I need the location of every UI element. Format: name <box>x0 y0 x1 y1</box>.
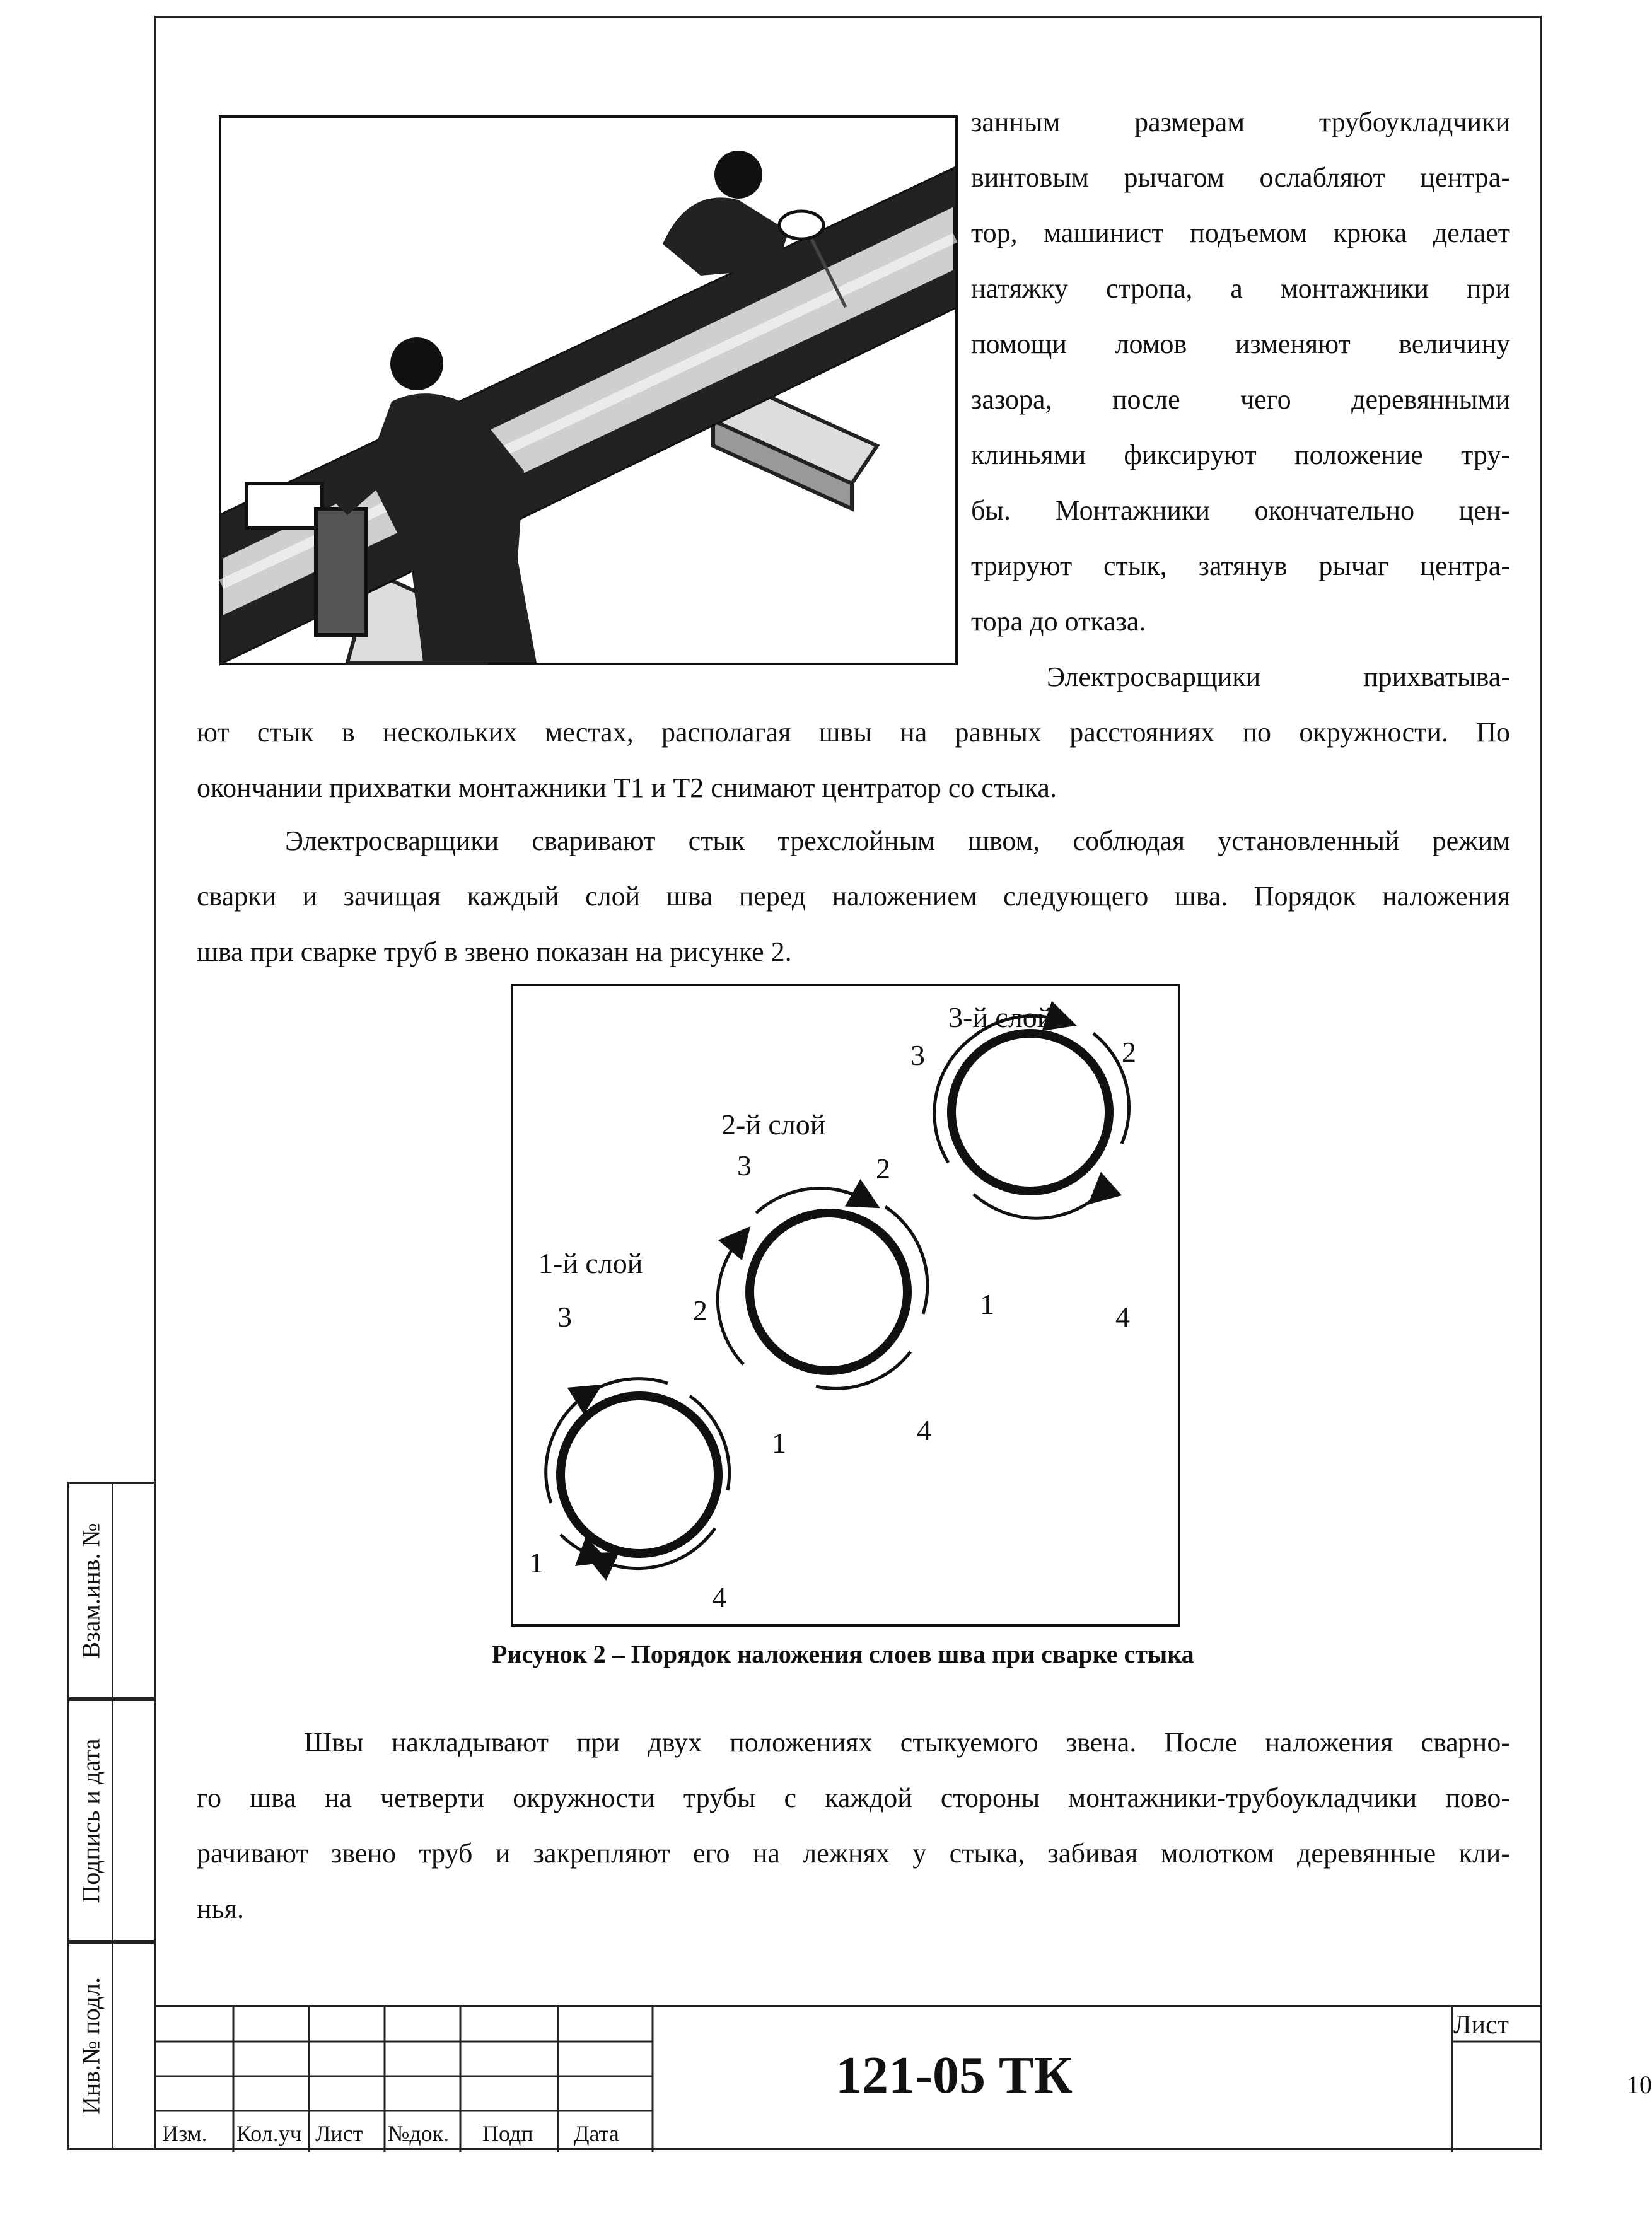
sheet-label: Лист <box>1453 2011 1509 2040</box>
weld-layers-diagram <box>513 986 1178 1624</box>
label-num-4b: 4 <box>917 1414 931 1446</box>
document-code: 121-05 ТК <box>835 2046 1073 2105</box>
paragraph-2: ют стык в нескольких местах, располагая швы на равных расстояниях по окружности. По окончании прихватки монтажники Т1 и Т2 снимают центратор со стыка. <box>197 717 1510 803</box>
paragraph-2-first-line: Электросварщики прихватыва- <box>1047 661 1510 692</box>
stamp-podp: Подп <box>482 2121 533 2146</box>
side-label-podpis: Подпись и дата <box>76 1738 105 1903</box>
stamp-list: Лист <box>315 2121 363 2146</box>
label-num-1a: 1 <box>529 1547 544 1579</box>
side-column-podpis <box>67 1699 156 1942</box>
side-column-vzam <box>67 1482 156 1699</box>
side-label-vzam: Взам.инв. № <box>76 1522 105 1659</box>
label-num-3a: 3 <box>557 1301 572 1333</box>
paragraph-4: Швы накладывают при двух положениях стыкуемого звена. После наложения сварно- го шва на четверти окружности трубы с каждой стороны монтажники-трубоукладчики пово- рачивают звено труб и закрепляют его на лежнях у стыка, забивая молотком деревянные кли- нья. <box>197 1727 1510 1924</box>
stamp-kol-uch: Кол.уч <box>236 2121 301 2146</box>
label-num-4a: 4 <box>712 1581 726 1613</box>
stamp-ndok: №док. <box>388 2121 450 2146</box>
label-num-3c: 3 <box>910 1039 925 1071</box>
label-layer-1: 1-й слой <box>538 1247 643 1279</box>
pipe-alignment-illustration <box>219 115 958 665</box>
figure-caption: Рисунок 2 – Порядок наложения слоев шва при сварке стыка <box>492 1640 1194 1668</box>
label-num-3b: 3 <box>737 1149 752 1182</box>
side-label-inv: Инв.№ подл. <box>76 1977 105 2115</box>
paragraph-1: занным размерам трубоукладчики винтовым рычагом ослабляют центра- тор, машинист подъемом крюка делает натяжку стропа, а монтажники при помощи ломов изменяют величину зазора, после чего деревянными клиньями фиксируют положение тру- бы. Монтажники окончательно цен- трируют стык, затянув рычаг центра- тора до отказа. <box>971 107 1510 637</box>
label-layer-3: 3-й слой <box>948 1001 1053 1033</box>
weld-layers-figure <box>511 984 1180 1627</box>
label-num-2a: 2 <box>693 1294 707 1327</box>
label-num-2b: 2 <box>876 1153 890 1185</box>
label-num-2c: 2 <box>1122 1036 1136 1068</box>
label-num-1c: 1 <box>980 1288 994 1320</box>
stamp-data: Дата <box>574 2121 619 2146</box>
label-num-4c: 4 <box>1115 1301 1130 1333</box>
title-block <box>154 2005 1652 2150</box>
paragraph-3: Электросварщики сваривают стык трехслойным швом, соблюдая установленный режим сварки и зачищая каждый слой шва перед наложением следующего шва. Порядок наложения шва при сварке труб в звено показан на рисунке 2. <box>197 825 1510 967</box>
stamp-izm: Изм. <box>162 2121 207 2146</box>
label-num-1b: 1 <box>772 1427 786 1459</box>
label-layer-2: 2-й слой <box>721 1108 826 1141</box>
side-column-inv <box>67 1942 156 2150</box>
sheet-number: 10 <box>1627 2071 1652 2099</box>
workers-pipe-drawing <box>221 118 955 663</box>
